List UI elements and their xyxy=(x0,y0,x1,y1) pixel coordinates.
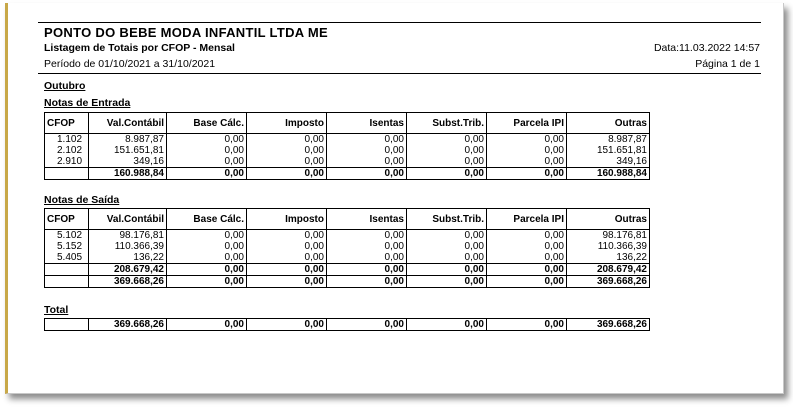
value-cell: 0,00 xyxy=(327,156,407,168)
value-cell: 0,00 xyxy=(247,145,327,156)
value-cell: 0,00 xyxy=(167,276,247,288)
table-row xyxy=(45,145,650,156)
column-header: Subst.Trib. xyxy=(407,113,487,134)
grand-total-title: Total xyxy=(44,304,69,316)
value-cell: 369.668,26 xyxy=(89,319,167,331)
value-cell: 0,00 xyxy=(247,276,327,288)
value-cell: 0,00 xyxy=(407,252,487,264)
value-cell: 0,00 xyxy=(327,319,407,331)
value-cell: 0,00 xyxy=(487,230,567,242)
value-cell: 0,00 xyxy=(167,134,247,146)
value-cell: 0,00 xyxy=(167,168,247,180)
value-cell: 0,00 xyxy=(247,264,327,276)
value-cell: 0,00 xyxy=(167,230,247,242)
value-cell: 0,00 xyxy=(487,319,567,331)
header-rule xyxy=(38,22,761,23)
value-cell: 208.679,42 xyxy=(567,264,650,276)
value-cell: 0,00 xyxy=(487,264,567,276)
value-cell: 0,00 xyxy=(327,145,407,156)
value-cell: 0,00 xyxy=(487,134,567,146)
column-header: Isentas xyxy=(327,113,407,134)
value-cell: 151.651,81 xyxy=(567,145,650,156)
column-header: Isentas xyxy=(327,209,407,230)
value-cell: 8.987,87 xyxy=(89,134,167,146)
page-number: Página 1 de 1 xyxy=(695,58,760,70)
value-cell: 98.176,81 xyxy=(89,230,167,242)
column-header: Base Cálc. xyxy=(167,113,247,134)
value-cell: 98.176,81 xyxy=(567,230,650,242)
cfop-cell: 2.910 xyxy=(45,156,89,168)
value-cell: 369.668,26 xyxy=(89,276,167,288)
value-cell: 0,00 xyxy=(247,156,327,168)
value-cell: 0,00 xyxy=(247,230,327,242)
value-cell: 0,00 xyxy=(407,230,487,242)
value-cell: 0,00 xyxy=(247,241,327,252)
value-cell: 160.988,84 xyxy=(89,168,167,180)
column-header: Parcela IPI xyxy=(487,113,567,134)
table-row xyxy=(45,241,650,252)
column-header: Outras xyxy=(567,209,650,230)
value-cell: 0,00 xyxy=(167,145,247,156)
saida-table xyxy=(44,208,650,288)
value-cell: 0,00 xyxy=(407,276,487,288)
value-cell: 0,00 xyxy=(327,264,407,276)
value-cell: 0,00 xyxy=(247,252,327,264)
column-header: Subst.Trib. xyxy=(407,209,487,230)
value-cell: 0,00 xyxy=(487,156,567,168)
table-header-row xyxy=(45,209,650,230)
value-cell: 0,00 xyxy=(247,134,327,146)
company-name: PONTO DO BEBE MODA INFANTIL LTDA ME xyxy=(44,25,328,40)
cfop-cell: 5.152 xyxy=(45,241,89,252)
value-cell: 349,16 xyxy=(89,156,167,168)
value-cell: 0,00 xyxy=(247,168,327,180)
value-cell: 0,00 xyxy=(167,252,247,264)
total-row xyxy=(45,168,650,180)
cfop-cell: 5.102 xyxy=(45,230,89,242)
value-cell: 160.988,84 xyxy=(567,168,650,180)
value-cell: 151.651,81 xyxy=(89,145,167,156)
grand-total-table xyxy=(44,318,650,331)
table-row xyxy=(45,156,650,168)
total-row xyxy=(45,276,650,288)
value-cell: 0,00 xyxy=(167,241,247,252)
column-header: CFOP xyxy=(45,113,89,134)
cfop-cell: 5.405 xyxy=(45,252,89,264)
value-cell: 0,00 xyxy=(487,252,567,264)
total-row xyxy=(45,319,650,331)
column-header: Val.Contábil xyxy=(89,209,167,230)
value-cell: 0,00 xyxy=(407,241,487,252)
value-cell: 0,00 xyxy=(487,276,567,288)
value-cell: 208.679,42 xyxy=(89,264,167,276)
table-row xyxy=(45,134,650,146)
value-cell: 0,00 xyxy=(407,168,487,180)
value-cell: 0,00 xyxy=(487,168,567,180)
value-cell: 0,00 xyxy=(327,241,407,252)
value-cell: 136,22 xyxy=(89,252,167,264)
column-header: Base Cálc. xyxy=(167,209,247,230)
column-header: Imposto xyxy=(247,113,327,134)
column-header: CFOP xyxy=(45,209,89,230)
column-header: Val.Contábil xyxy=(89,113,167,134)
table-row xyxy=(45,230,650,242)
value-cell: 0,00 xyxy=(407,134,487,146)
header-bottom-rule xyxy=(38,73,761,74)
value-cell: 0,00 xyxy=(167,264,247,276)
value-cell: 369.668,26 xyxy=(567,276,650,288)
value-cell: 349,16 xyxy=(567,156,650,168)
cfop-cell: 2.102 xyxy=(45,145,89,156)
table-row xyxy=(45,252,650,264)
value-cell: 8.987,87 xyxy=(567,134,650,146)
cfop-cell xyxy=(45,276,89,288)
total-row xyxy=(45,264,650,276)
cfop-cell xyxy=(45,319,89,331)
value-cell: 110.366,39 xyxy=(567,241,650,252)
value-cell: 0,00 xyxy=(407,264,487,276)
value-cell: 0,00 xyxy=(167,319,247,331)
cfop-cell: 1.102 xyxy=(45,134,89,146)
cfop-cell xyxy=(45,168,89,180)
value-cell: 0,00 xyxy=(407,156,487,168)
report-subtitle: Listagem de Totais por CFOP - Mensal xyxy=(44,42,235,54)
value-cell: 0,00 xyxy=(247,319,327,331)
value-cell: 110.366,39 xyxy=(89,241,167,252)
value-cell: 136,22 xyxy=(567,252,650,264)
value-cell: 0,00 xyxy=(407,145,487,156)
value-cell: 0,00 xyxy=(407,319,487,331)
value-cell: 0,00 xyxy=(327,276,407,288)
entrada-table xyxy=(44,112,650,180)
value-cell: 0,00 xyxy=(327,168,407,180)
value-cell: 0,00 xyxy=(327,252,407,264)
value-cell: 369.668,26 xyxy=(567,319,650,331)
column-header: Imposto xyxy=(247,209,327,230)
value-cell: 0,00 xyxy=(327,230,407,242)
month-label: Outubro xyxy=(44,80,86,92)
report-date: Data:11.03.2022 14:57 xyxy=(653,42,760,54)
table-header-row xyxy=(45,113,650,134)
column-header: Parcela IPI xyxy=(487,209,567,230)
value-cell: 0,00 xyxy=(487,241,567,252)
saida-section-title: Notas de Saída xyxy=(44,194,120,206)
report-period: Período de 01/10/2021 a 31/10/2021 xyxy=(44,58,216,70)
column-header: Outras xyxy=(567,113,650,134)
entrada-section-title: Notas de Entrada xyxy=(44,97,131,109)
value-cell: 0,00 xyxy=(167,156,247,168)
value-cell: 0,00 xyxy=(487,145,567,156)
value-cell: 0,00 xyxy=(327,134,407,146)
cfop-cell xyxy=(45,264,89,276)
